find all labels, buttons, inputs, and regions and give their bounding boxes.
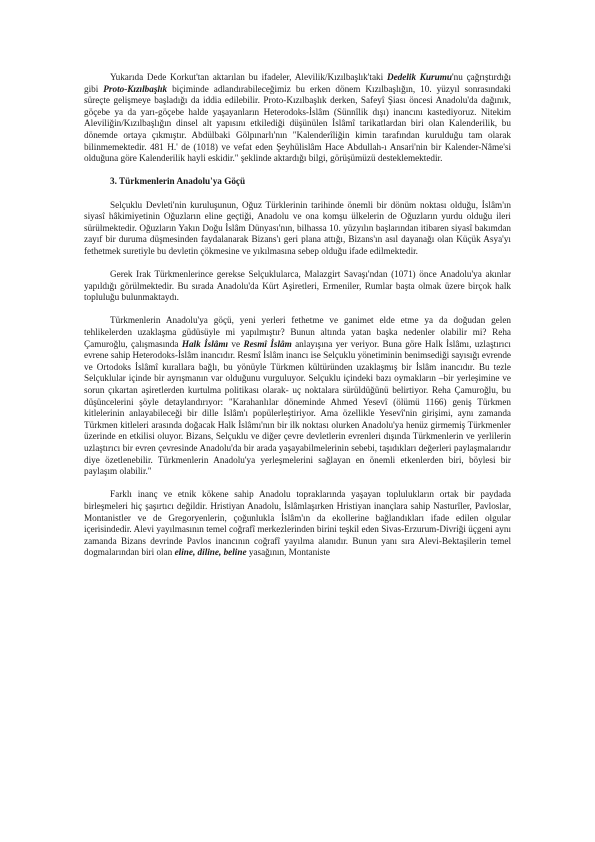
paragraph-selcuklu: Selçuklu Devleti'nin kuruluşunun, Oğuz Türklerinin tarihinde önemli bir dönüm noktası olduğu, İslâm'ın siyasî hâkimiyetinin Oğuzların eline geçtiği, Anadolu ve ona komşu ülkelerin de Oğuzların yurdu olduğu ileri sürülmektedir. Oğuzların Yakın Doğu İslâm Dünyası'nın, bilhassa 10. yüzyılın başlarından itibaren siyasî bakımdan zayıf bir duruma düşmesinden faydalanarak Bizans'ı geri plana attığı, Bizans'ın asıl dayanağı olan Küçük Asya'yı fethetmek suretiyle bu devletin çökmesine ve yıkılmasına sebep olduğu ifade edilmektedir. (84, 199, 511, 256)
paragraph-kalenderilik: Yukarıda Dede Korkut'tan aktarılan bu ifadeler, Alevilik/Kızılbaşlık'taki Dedelik Kurumu'nu çağrıştırdığı gibi Proto-Kızılbaşlık biçiminde adlandırabileceğimiz bu erken dönem Kızılbaşlığın, 10. yüzyıl sonrasındaki süreçte gelişmeye başladığı da iddia edilebilir. Proto-Kızılbaşlık derken, Safeyî Şiası öncesi Anadolu'da dağınık, göçebe ya da yarı-göçebe halde yaşayanların Heterodoks-İslâm (Sünnîlik dışı) inancını kastediyoruz. Nitekim Aleviliğin/Kızılbaşlığın dinsel alt yapısını etkilediği düşünülen İslâmî tarikatlardan biri olan Kalenderilik, bu dönemde ortaya çıkmıştır. Abdülbaki Gölpınarlı'nın "Kalenderîliğin kimin tarafından kurulduğu tam olarak bilinmemektedir. 481 H.' de (1018) ve vefat eden Şeyhülislâm Hace Abdullah-ı Ansari'nin bir Kalender-Nâme'si olduğuna göre Kalenderilik hayli eskidir." şeklinde aktardığı bilgi, görüşümüzü desteklemektedir. (84, 72, 511, 164)
term-dedelik-kurumu: Dedelik Kurumu (386, 72, 452, 82)
paragraph-turkmen-migration: Türkmenlerin Anadolu'ya göçü, yeni yerleri fethetme ve ganimet elde etme ya da doğudan gelen tehlikelerden uzaklaşma güdüsüyle mi yapılmıştır? Bunun altında yatan başka nedenler olabilir mi? Reha Çamuroğlu, çalışmasında Halk İslâmı ve Resmî İslâm anlayışına yer veriyor. Buna göre Halk İslâmı, uzlaştırıcı evrene sahip Heterodoks-İslâm inancıdır. Resmî İslâm inancı ise Selçuklu yönetiminin benimsediği sayısığı evrende ve Ortodoks İslâmî kurallara bağlı, bu yönüyle Türkmen kültüründen uzaklaşmış bir İslâm inancıdır. Bu tezle Selçuklular içinde bir ayrışmanın var olduğunu vurguluyor. Selçuklu içindeki bazı oymakların –bir yerleşimine ve sorun çıkartan aşiretlerden kurtulma politikası olarak- uç noktalara sürüldüğünü belirtiyor. Reha Çamuroğlu, bu düşüncelerini şöyle detaylandırıyor: "Karahanlılar döneminde Ahmed Yesevî (ölümü 1166) geniş Türkmen kitlelerinin anlayabileceği bir dille İslâm'ı popülerleştiriyor. Ama özellikle Yesevî'nin girişimi, aynı zamanda Türkmen kitleleri arasında doğacak Halk İslâmı'nın bir ilk noktası olurken Anadolu'ya henüz girmemiş Türkmenler üzerinde en etkilisi oluyor. Bizans, Selçuklu ve diğer çevre devletlerin evrenleri dışında Türkmenlerin ve yerlilerin uzlaştırıcı bir evren çevresinde Anadolu'da bir arada yaşayabilmelerinin sebebi, taşıdıkları değerleri paylaşmalarıdır diye özetlenebilir. Türkmenlerin Anadolu'ya yerleşmelerini sağlayan en önemli etkenlerden biri, böylesi bir paylaşım olabilir." (84, 315, 511, 477)
term-resmi-islam: Resmî İslâm (243, 338, 292, 349)
term-halk-islami: Halk İslâmı (181, 338, 229, 349)
term-eline-diline-beline: eline, diline, beline (174, 547, 247, 558)
paragraph-malazgirt: Gerek Irak Türkmenlerince gerekse Selçuklularca, Malazgirt Savaşı'ndan (1071) önce Anadolu'ya akınlar yapıldığı görülmektedir. Bu sırada Anadolu'da Kürt Aşiretleri, Ermeniler, Rumlar başta olmak üzere birçok halk topluluğu bulunmaktaydı. (84, 269, 511, 303)
section-heading: 3. Türkmenlerin Anadolu'ya Göçü (110, 176, 246, 187)
term-proto-kizilbaslik: Proto-Kızılbaşlık (103, 83, 168, 94)
paragraph-anatolian-communities: Farklı inanç ve etnik kökene sahip Anadolu topraklarında yaşayan toplulukların ortak bir paydada birleşmeleri hiç şaşırtıcı değildir. Hristiyan Anadolu, İslâmlaşırken Hristiyan inançlara sahip Nasturîler, Pavloslar, Montanistler ve de Gregoryenlerin, çoğunlukla İslâm'ın da ekollerine bağlandıkları ifade edilen olgular içerisindedir. Alevi yayılmasının temel coğrafî merkezlerinden birini teşkil eden Sivas-Erzurum-Divriği üçgeni aynı zamanda Bizans devrinde Pavlos inancının coğrafî yayılma alanıdır. Bunun yanı sıra Alevi-Bektaşilerin temel dogmalarından biri olan eline, diline, beline yasağının, Montaniste (84, 489, 511, 558)
